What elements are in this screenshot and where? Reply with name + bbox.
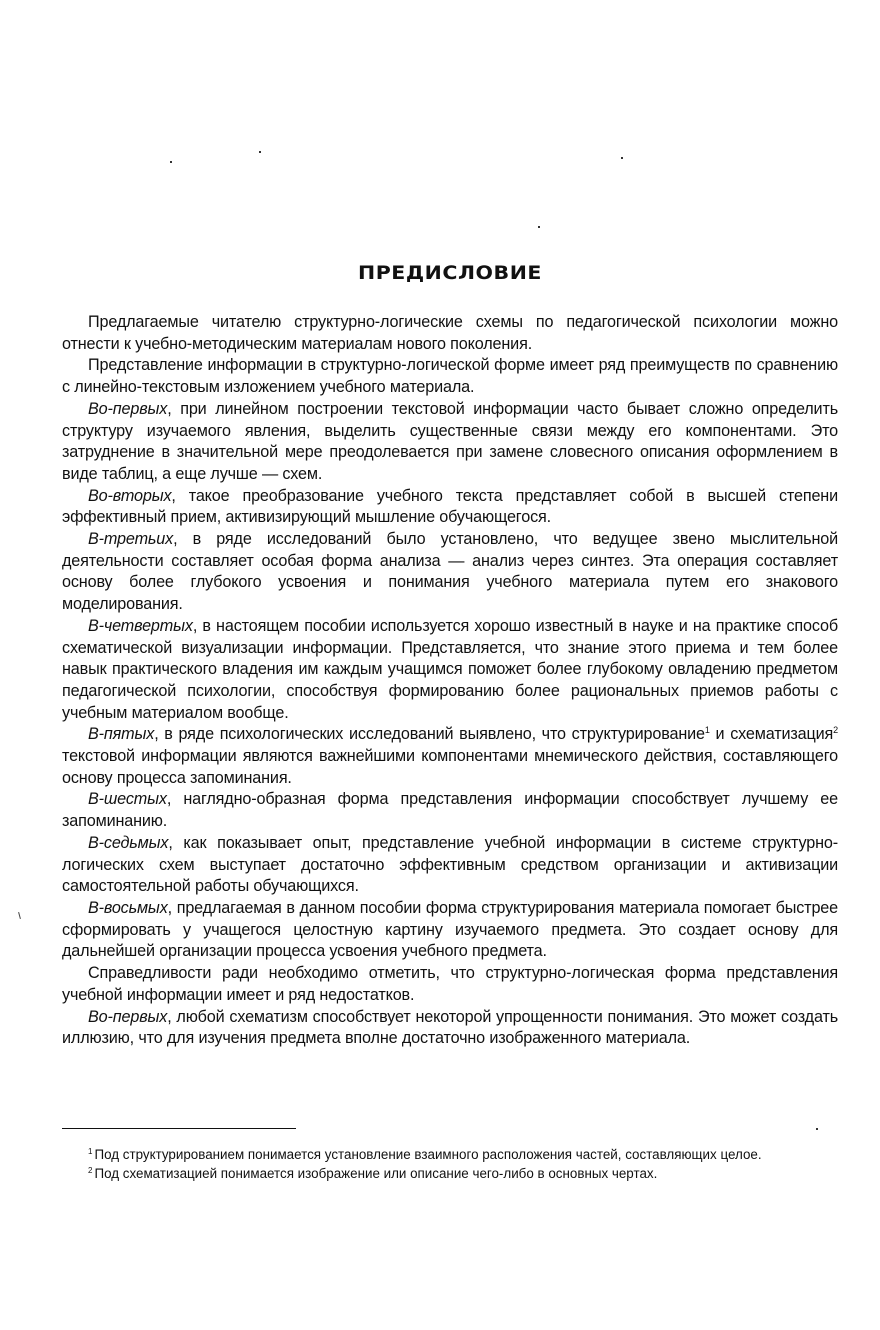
scan-speck bbox=[170, 161, 172, 163]
paragraph-lead: Во-вторых bbox=[88, 486, 172, 505]
paragraph: В-пятых, в ряде психологических исследований выявлено, что структурирование$^1$ и схематизация$^2$ текстовой информации являются важнейшими компонентами мнемического действия, составляющего основу процесса запоминания. bbox=[62, 725, 838, 787]
paragraph: В-третьих, в ряде исследований было установлено, что ведущее звено мыслительной деятельности составляет особая форма анализа — анализ через синтез. Эта операция составляет основу более глубокого усвоения и понимания учебного материала путем его знакового моделирования. bbox=[62, 530, 838, 614]
paragraph: В-шестых, наглядно-образная форма представления информации способствует лучшему ее запоминанию. bbox=[62, 790, 838, 831]
paragraph-lead: В-седьмых bbox=[88, 833, 169, 852]
footnote-mark: 1 bbox=[88, 1147, 93, 1156]
paragraph-lead: В-шестых bbox=[88, 790, 167, 809]
paragraph-lead: В-пятых bbox=[88, 725, 155, 744]
margin-mark bbox=[18, 912, 21, 919]
footnote: $^1$ Под структурированием понимается установление взаимного расположения частей, составляющих целое. bbox=[88, 1147, 762, 1162]
paragraph: В-четвертых, в настоящем пособии используется хорошо известный в науке и на практике способ схематической визуализации информации. Представляется, что знание этого приема и тем более навык практического владения им каждым учащимся поможет более глубокому овладению предметом педагогической психологии, способствуя формированию более рациональных приемов работы с учебным материалом вообще. bbox=[62, 616, 838, 722]
scan-speck bbox=[621, 157, 623, 159]
footnote: $^2$ Под схематизацией понимается изображение или описание чего-либо в основных чертах. bbox=[88, 1166, 658, 1181]
paragraph-lead: В-третьих bbox=[88, 530, 174, 549]
scan-speck bbox=[816, 1128, 818, 1130]
paragraph-lead: Во-первых bbox=[88, 1007, 168, 1026]
paragraph-lead: В-четвертых bbox=[88, 616, 193, 635]
paragraph: Справедливости ради необходимо отметить, что структурно-логическая форма представления учебной информации имеет и ряд недостатков. bbox=[62, 964, 838, 1004]
footnote-divider bbox=[62, 1128, 296, 1129]
footnotes bbox=[62, 1145, 838, 1183]
paragraph-lead: Во-первых bbox=[88, 399, 168, 418]
paragraph: В-восьмых, предлагаемая в данном пособии форма структурирования материала помогает быстрее сформировать у учащегося целостную картину изучаемого предмета. Это создает основу для дальнейшей организации процесса усвоения учебного предмета. bbox=[62, 898, 838, 961]
footnote-ref[interactable]: 1 bbox=[704, 725, 710, 736]
paragraph-lead: В-восьмых bbox=[88, 898, 168, 917]
footnote-ref[interactable]: 2 bbox=[833, 725, 838, 736]
paragraph: Предлагаемые читателю структурно-логические схемы по педагогической психологии можно отнести к учебно-методическим материалам нового поколения. bbox=[62, 313, 838, 353]
paragraph: Во-первых, при линейном построении текстовой информации часто бывает сложно определить структуру изучаемого явления, выделить существенные связи между его компонентами. Это затруднение в значительной мере преодолевается при замене словесного описания оформлением в виде таблиц, а еще лучше — схем. bbox=[62, 399, 838, 483]
paragraph: Представление информации в структурно-логической форме имеет ряд преимуществ по сравнению с линейно-текстовым изложением учебного материала. bbox=[62, 356, 838, 397]
paragraph: Во-первых, любой схематизм способствует некоторой упрощенности понимания. Это может создать иллюзию, что для изучения предмета вполне достаточно изображенного материала. bbox=[62, 1007, 838, 1048]
paragraph: В-седьмых, как показывает опыт, представление учебной информации в системе структурно-логических схем выступает достаточно эффективным средством организации и активизации самостоятельной работы обучающихся. bbox=[62, 833, 838, 896]
footnote-mark: 2 bbox=[88, 1166, 93, 1175]
scan-speck bbox=[538, 226, 540, 228]
body-text bbox=[62, 312, 838, 1050]
paragraph: Во-вторых, такое преобразование учебного текста представляет собой в высшей степени эффективный прием, активизирующий мышление обучающегося. bbox=[62, 486, 838, 527]
scan-speck bbox=[259, 151, 261, 153]
page-title: ПРЕДИСЛОВИЕ bbox=[357, 262, 543, 284]
